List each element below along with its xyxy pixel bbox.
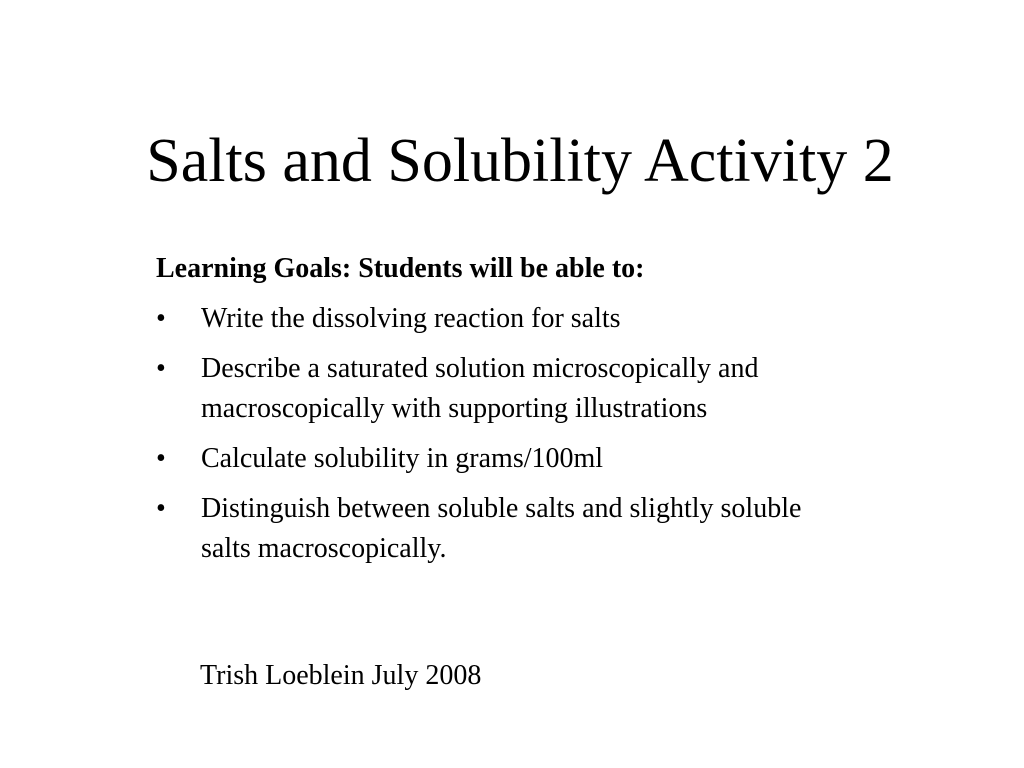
bullet-icon: •: [156, 303, 166, 334]
learning-goals-heading: Learning Goals: Students will be able to:: [156, 253, 645, 284]
goal-item: [156, 349, 856, 429]
goal-item: [156, 299, 856, 339]
bullet-icon: •: [156, 443, 166, 474]
goal-text: Distinguish between soluble salts and slightly soluble salts macroscopically.: [201, 493, 802, 564]
bullet-icon: •: [156, 353, 166, 384]
learning-goals-list: [156, 299, 856, 569]
goal-text: Write the dissolving reaction for salts: [201, 303, 621, 334]
author-credit: Trish Loeblein July 2008: [200, 660, 482, 691]
goal-item: [156, 439, 856, 479]
slide-title: Salts and Solubility Activity 2: [146, 127, 894, 195]
goal-text: Describe a saturated solution microscopically and macroscopically with supporting illustrations: [201, 353, 759, 424]
goal-text: Calculate solubility in grams/100ml: [201, 443, 604, 474]
bullet-icon: •: [156, 493, 166, 524]
learning-goals-section: [156, 249, 856, 579]
goal-item: [156, 489, 856, 569]
